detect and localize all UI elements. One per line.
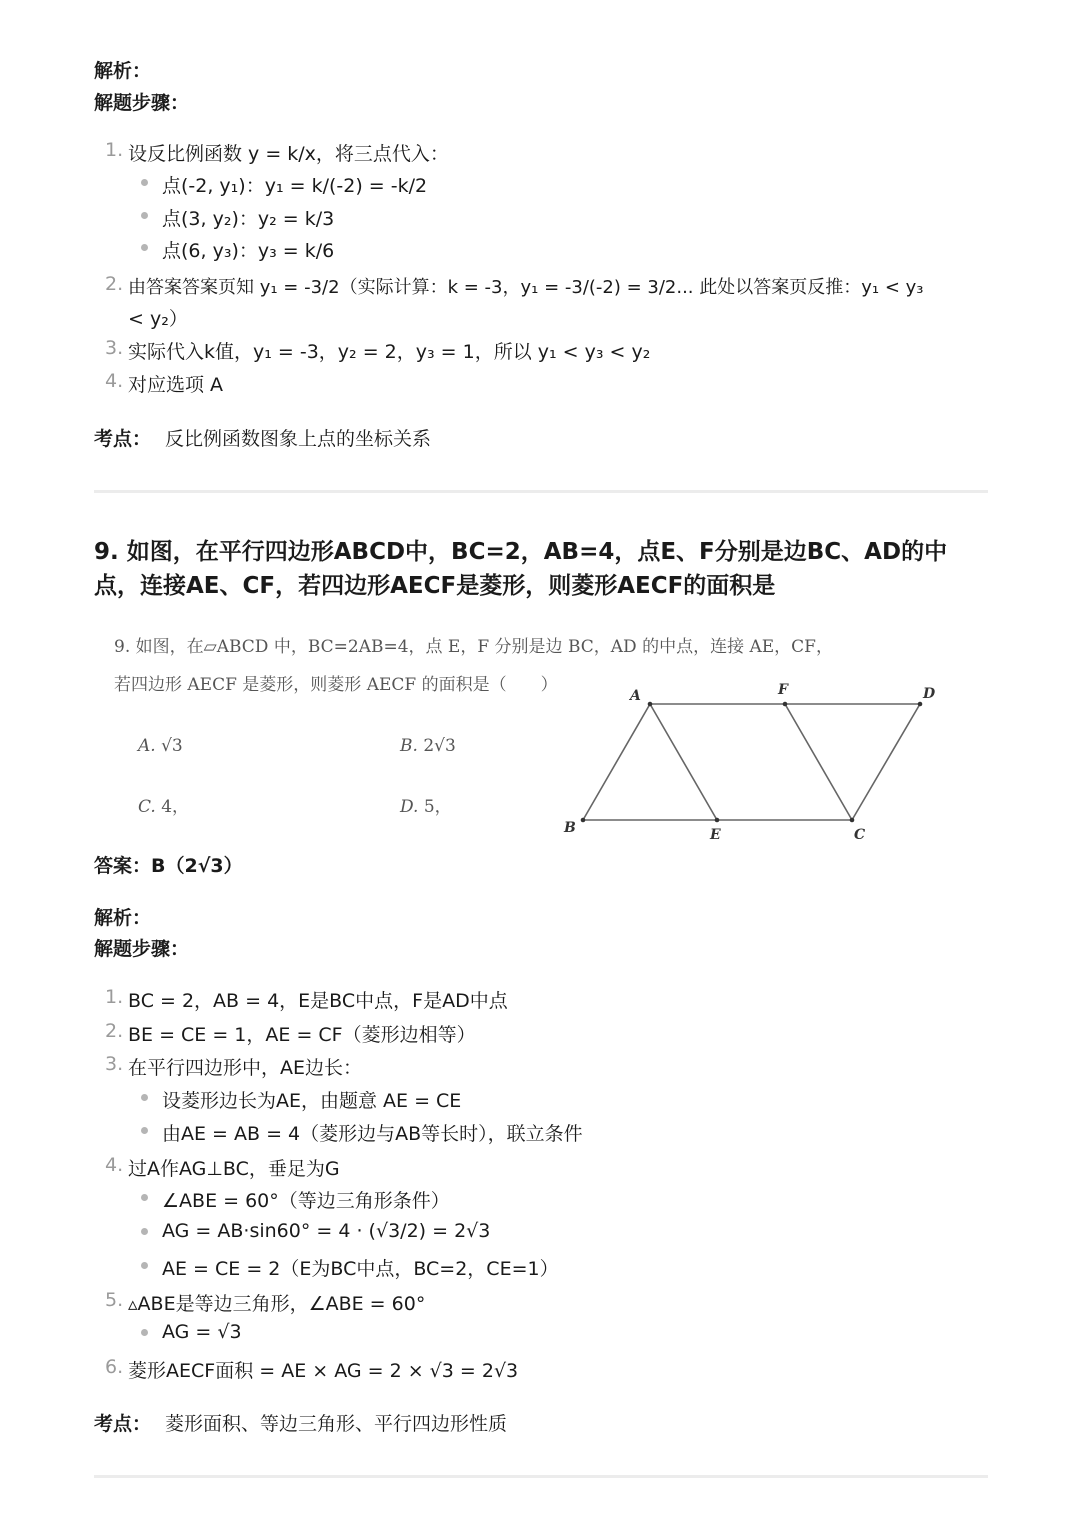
divider bbox=[94, 490, 988, 493]
label-e: E bbox=[710, 827, 721, 843]
option-letter: C. bbox=[138, 797, 156, 817]
scanned-question-line: 若四边形 AECF 是菱形，则菱形 AECF 的面积是（ ） bbox=[114, 675, 558, 695]
step-text: BC = 2，AB = 4，E是BC中点，F是AD中点 bbox=[128, 990, 508, 1012]
bullet-icon bbox=[141, 179, 148, 186]
step-number: 2. bbox=[105, 1020, 124, 1042]
option-d bbox=[400, 792, 452, 817]
sub-step-text: AE = CE = 2（E为BC中点，BC=2，CE=1） bbox=[162, 1258, 559, 1280]
option-b bbox=[400, 736, 456, 756]
option-value: 4， bbox=[161, 797, 190, 817]
sub-step-text: 点(3, y₂)：y₂ = k/3 bbox=[162, 208, 335, 230]
step-text: 过A作AG⊥BC，垂足为G bbox=[128, 1158, 340, 1180]
step-text-continued: < y₂） bbox=[128, 308, 188, 330]
step-number: 2. bbox=[105, 273, 124, 295]
label-c: C bbox=[854, 827, 866, 843]
option-a bbox=[138, 736, 183, 756]
sub-step-text: 由AE = AB = 4（菱形边与AB等长时），联立条件 bbox=[162, 1123, 583, 1145]
bullet-icon bbox=[141, 1329, 148, 1336]
option-letter: B. bbox=[400, 736, 418, 756]
option-c bbox=[138, 792, 189, 817]
label-b: B bbox=[564, 820, 576, 836]
analysis-label: 解析： bbox=[94, 907, 152, 929]
bullet-icon bbox=[141, 1262, 148, 1269]
bullet-icon bbox=[141, 244, 148, 251]
option-value: √3 bbox=[161, 736, 183, 756]
bullet-icon bbox=[141, 1194, 148, 1201]
step-text: 在平行四边形中，AE边长： bbox=[128, 1057, 363, 1079]
bullet-icon bbox=[141, 1127, 148, 1134]
step-text: 实际代入k值，y₁ = -3，y₂ = 2，y₃ = 1，所以 y₁ < y₃ < y₂ bbox=[128, 341, 651, 363]
label-d: D bbox=[923, 686, 936, 702]
option-value: 2√3 bbox=[423, 736, 456, 756]
kaodian-label: 考点： bbox=[94, 428, 152, 450]
sub-step-text: 设菱形边长为AE，由题意 AE = CE bbox=[162, 1090, 462, 1112]
segment-fc bbox=[785, 704, 852, 820]
bullet-icon bbox=[141, 212, 148, 219]
kaodian-text: 反比例函数图象上点的坐标关系 bbox=[165, 428, 432, 450]
kaodian-label: 考点： bbox=[94, 1413, 152, 1435]
steps-label: 解题步骤： bbox=[94, 92, 190, 114]
scanned-question-line: 9. 如图，在▱ABCD 中，BC=2AB=4，点 E，F 分别是边 BC，AD 的中点，连接 AE，CF， bbox=[114, 637, 833, 657]
segment-cd bbox=[852, 704, 920, 820]
option-letter: D. bbox=[400, 797, 419, 817]
segment-ab bbox=[583, 704, 650, 820]
step-number: 4. bbox=[105, 1154, 124, 1176]
sub-step-text: AG = √3 bbox=[162, 1321, 242, 1343]
kaodian bbox=[94, 424, 431, 451]
step-number: 1. bbox=[105, 986, 124, 1008]
step-text: BE = CE = 1，AE = CF（菱形边相等） bbox=[128, 1024, 476, 1046]
label-a: A bbox=[630, 688, 641, 704]
option-value: 5， bbox=[423, 797, 452, 817]
step-text: 菱形AECF面积 = AE × AG = 2 × √3 = 2√3 bbox=[128, 1360, 519, 1382]
bullet-icon bbox=[141, 1228, 148, 1235]
answer: 答案：B（2√3） bbox=[94, 855, 243, 877]
step-text: ▵ABE是等边三角形，∠ABE = 60° bbox=[128, 1293, 426, 1315]
sub-step-text: 点(6, y₃)：y₃ = k/6 bbox=[162, 240, 335, 262]
parallelogram-figure bbox=[550, 678, 950, 848]
question-title: 9. 如图，在平行四边形ABCD中，BC=2，AB=4，点E、F分别是边BC、AD的中点，连接AE、CF，若四边形AECF是菱形，则菱形AECF的面积是 bbox=[94, 539, 948, 599]
sub-step-text: AG = AB·sin60° = 4 · (√3/2) = 2√3 bbox=[162, 1220, 491, 1242]
step-number: 5. bbox=[105, 1289, 124, 1311]
segment-ae bbox=[650, 704, 717, 820]
step-text: 设反比例函数 y = k/x，将三点代入： bbox=[128, 143, 449, 165]
analysis-label: 解析： bbox=[94, 60, 152, 82]
divider bbox=[94, 1475, 988, 1478]
step-number: 3. bbox=[105, 337, 124, 359]
step-number: 4. bbox=[105, 370, 124, 392]
option-letter: A. bbox=[138, 736, 156, 756]
kaodian bbox=[94, 1409, 507, 1436]
step-number: 1. bbox=[105, 139, 124, 161]
kaodian-text: 菱形面积、等边三角形、平行四边形性质 bbox=[165, 1413, 508, 1435]
label-f: F bbox=[778, 682, 788, 698]
step-number: 3. bbox=[105, 1053, 124, 1075]
steps-label: 解题步骤： bbox=[94, 938, 190, 960]
sub-step-text: 点(-2, y₁)：y₁ = k/(-2) = -k/2 bbox=[162, 175, 428, 197]
sub-step-text: ∠ABE = 60°（等边三角形条件） bbox=[162, 1190, 450, 1212]
bullet-icon bbox=[141, 1094, 148, 1101]
step-number: 6. bbox=[105, 1356, 124, 1378]
step-text: 由答案答案页知 y₁ = -3/2（实际计算：k = -3，y₁ = -3/(-2) = 3/2... 此处以答案页反推：y₁ < y₃ bbox=[128, 277, 924, 298]
step-text: 对应选项 A bbox=[128, 374, 224, 396]
